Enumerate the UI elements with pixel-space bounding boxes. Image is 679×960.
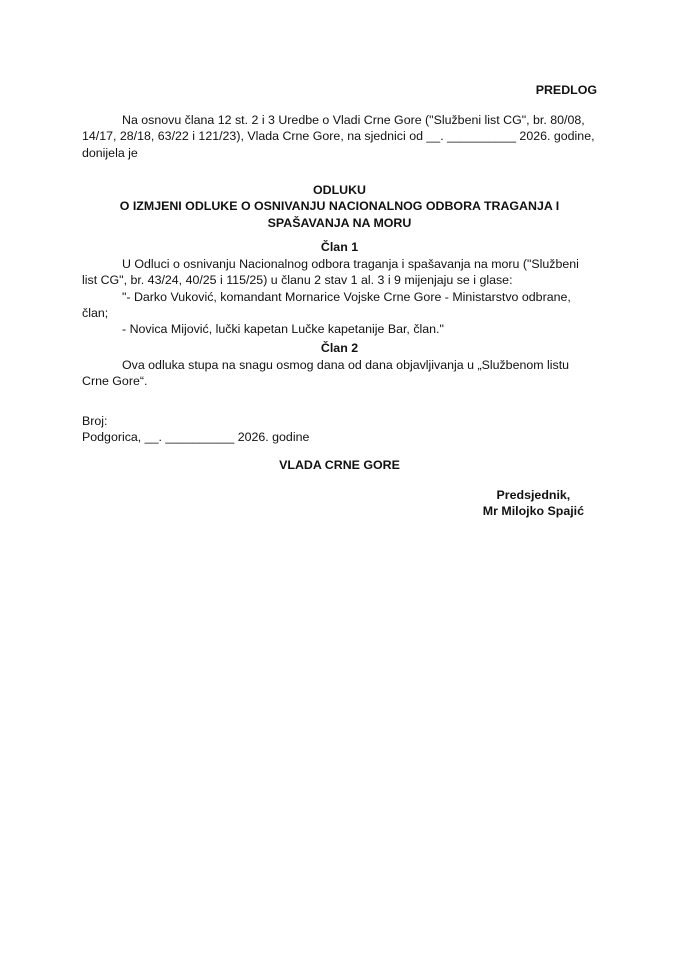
article1-item1: "- Darko Vuković, komandant Mornarice Vojske Crne Gore - Ministarstvo odbrane, član;: [82, 289, 571, 320]
article1-text: U Odluci o osnivanju Nacionalnog odbora traganja i spašavanja na moru ("Službeni list CG", br. 43/24, 40/25 i 115/25) u članu 2 stav 1 al. 3 i 9 mijenjaju se i glase:: [82, 257, 579, 288]
place-date: Podgorica, __. __________ 2026. godine: [82, 430, 310, 445]
footer-reference: [82, 413, 597, 446]
article2-heading: Član 2: [320, 341, 359, 355]
article2-text: Ova odluka stupa na snagu osmog dana od dana objavljivanja u „Službenom listu Crne Gore“.: [82, 358, 570, 389]
government-name: VLADA CRNE GORE: [279, 458, 400, 472]
decision-title: [82, 182, 597, 231]
article1-body: [82, 256, 597, 337]
article1-item2: - Novica Mijović, lučki kapetan Lučke kapetanije Bar, član.": [122, 322, 444, 337]
signature-block: [483, 487, 584, 520]
document-status-label: PREDLOG: [535, 83, 597, 97]
decision-title-line2: O IZMJENI ODLUKE O OSNIVANJU NACIONALNOG ODBORA TRAGANJA I SPAŠAVANJA NA MORU: [119, 199, 560, 230]
intro-paragraph: Na osnovu člana 12 st. 2 i 3 Uredbe o Vladi Crne Gore ("Službeni list CG", br. 80/08, 14/17, 28/18, 63/22 i 121/23), Vlada Crne Gore, na sjednici od __. __________ 2026. godine, donijela je: [82, 113, 595, 160]
signatory-name: Mr Milojko Spajić: [482, 504, 584, 519]
decision-title-line1: ODLUKU: [313, 183, 366, 197]
signatory-title: Predsjednik,: [496, 488, 571, 502]
broj-label: Broj:: [82, 414, 108, 428]
article1-heading: Član 1: [320, 240, 359, 254]
